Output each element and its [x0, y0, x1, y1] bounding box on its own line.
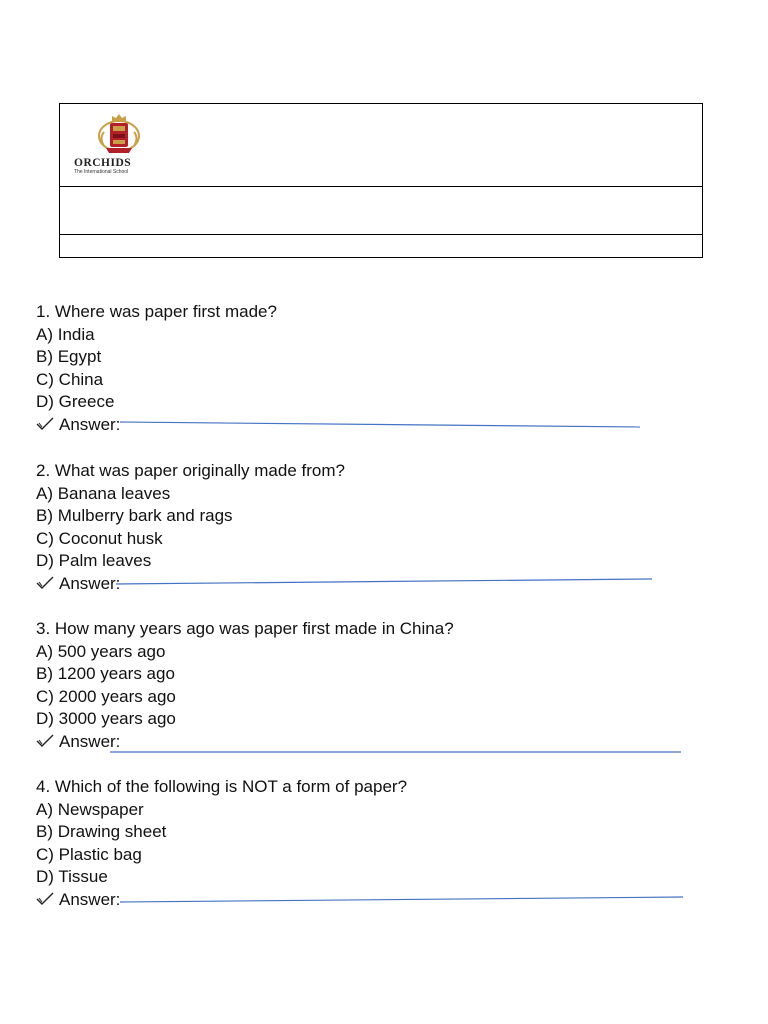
header-table — [59, 103, 703, 258]
option-b: B) Drawing sheet — [36, 822, 167, 842]
option-d: D) Tissue — [36, 867, 108, 887]
option-d: D) Palm leaves — [36, 551, 152, 571]
option-a: A) Newspaper — [36, 799, 144, 819]
answer-blank-line[interactable] — [36, 573, 736, 603]
school-logo — [72, 110, 152, 176]
header-thin-row — [60, 234, 702, 257]
question-text: 3. How many years ago was paper first made in China? — [36, 619, 454, 638]
question-block — [36, 776, 716, 912]
answer-row — [36, 889, 716, 912]
option-a: A) 500 years ago — [36, 641, 166, 661]
answer-label: Answer: — [59, 414, 121, 434]
answer-row — [36, 414, 716, 437]
answer-label: Answer: — [59, 889, 121, 909]
question-block — [36, 301, 716, 437]
option-d: D) 3000 years ago — [36, 709, 176, 729]
header-blank-row — [60, 186, 702, 235]
option-b: B) Egypt — [36, 347, 102, 367]
option-a: A) Banana leaves — [36, 483, 171, 503]
option-c: C) Plastic bag — [36, 844, 142, 864]
answer-label: Answer: — [59, 573, 121, 593]
option-d: D) Greece — [36, 392, 115, 412]
option-b: B) Mulberry bark and rags — [36, 506, 233, 526]
answer-blank-line[interactable] — [36, 414, 736, 444]
answer-label: Answer: — [59, 731, 121, 751]
question-text: 1. Where was paper first made? — [36, 302, 277, 321]
answer-blank-line[interactable] — [36, 889, 736, 919]
option-c: C) Coconut husk — [36, 528, 163, 548]
question-text: 4. Which of the following is NOT a form of paper? — [36, 777, 408, 796]
answer-row — [36, 573, 716, 596]
answer-blank-line[interactable] — [36, 731, 736, 761]
question-block — [36, 618, 716, 754]
logo-tagline: The International School — [74, 169, 129, 175]
logo-name: ORCHIDS — [74, 157, 132, 169]
option-c: C) 2000 years ago — [36, 686, 176, 706]
option-c: C) China — [36, 369, 104, 389]
crest-icon — [96, 112, 142, 156]
option-a: A) India — [36, 324, 95, 344]
header-logo-row — [60, 104, 702, 187]
option-b: B) 1200 years ago — [36, 664, 175, 684]
question-block — [36, 460, 716, 596]
question-text: 2. What was paper originally made from? — [36, 461, 345, 480]
answer-row — [36, 731, 716, 754]
